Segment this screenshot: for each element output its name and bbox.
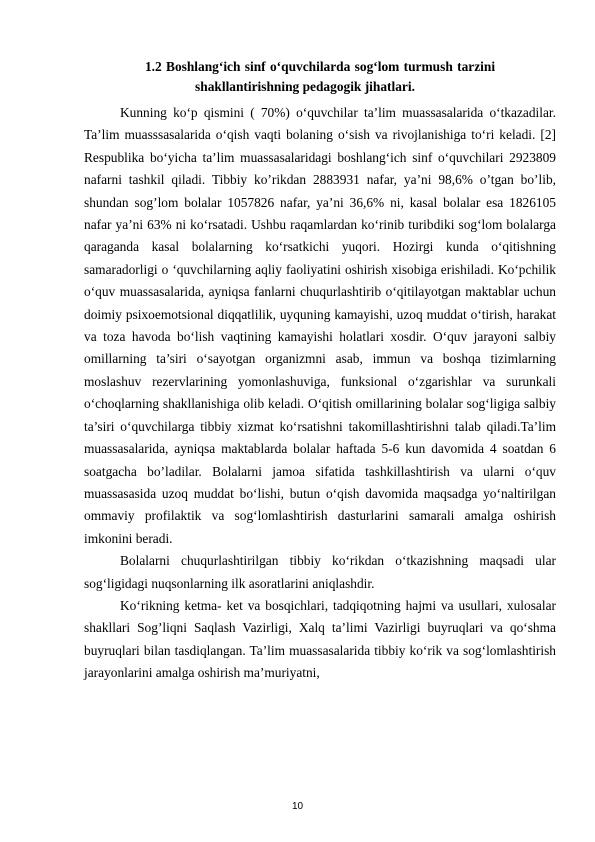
- section-heading-line-2: shakllantirishning pedagogik jihatlari.: [195, 79, 415, 94]
- page-number: 10: [291, 801, 304, 812]
- body-text: [84, 102, 556, 685]
- section-heading-line-1: 1.2 Boshlang‘ich sinf o‘quvchilarda sog‘lom turmush tarzini: [144, 59, 496, 74]
- paragraph-1: Kunning ko‘p qismini ( 70%) o‘quvchilar ta’lim muassasalarida o‘tkazadilar. Ta’lim muasssasalarida o‘qish vaqti bolaning o‘sish va rivojlanishiga to‘ri keladi. [2] Respublika bo‘yicha ta’lim muassasalaridagi boshlang‘ich sinf o‘quvchilari 2923809 nafarni tashkil qiladi. Tibbiy ko’rikdan 2883931 nafar, ya’ni 98,6% o’tgan bo’lib, shundan sog’lom bolalar 1057826 nafar, ya’ni 36,6% ni, kasal bolalar esa 1826105 nafar ya’ni 63% ni ko‘rsatadi. Ushbu raqamlardan ko‘rinib turibdiki sog‘lom bolalarga qaraganda kasal bolalarning ko‘rsatkichi yuqori. Hozirgi kunda o‘qitishning samaradorligi o ‘quvchilarning aqliy faoliyatini oshirish xisobiga erishiladi. Ko‘pchilik o‘quv muassasalarida, ayniqsa fanlarni chuqurlashtirib o‘qitilayotgan maktablar uchun doimiy psixoemotsional diqqatlilik, uyquning kamayishi, uzoq muddat o‘tirish, harakat va toza havoda bo‘lish vaqtining kamayishi holatlari xosdir. O‘quv jarayoni salbiy omillarning ta’siri o‘sayotgan organizmni asab, immun va boshqa tizimlarning moslashuv rezervlarining yomonlashuviga, funksional o‘zgarishlar va surunkali o‘choqlarning shakllanishiga olib keladi. O‘qitish omillarining bolalar sog‘ligiga salbiy ta’siri o‘quvchilarga tibbiy xizmat ko‘rsatishni takomillashtirishni talab qiladi.Ta’lim muassasalarida, ayniqsa maktablarda bolalar haftada 5-6 kun davomida 4 soatdan 6 soatgacha bo’ladilar. Bolalarni jamoa sifatida tashkillashtirish va ularni o‘quv muassasasida uzoq muddat bo‘lishi, butun o‘qish davomida maqsadga yo‘naltirilgan ommaviy profilaktik va sog‘lomlashtirish dasturlarini samarali amalga oshirish imkonini beradi.: [84, 105, 556, 546]
- paragraph-3: Ko‘rikning ketma- ket va bosqichlari, tadqiqotning hajmi va usullari, xulosalar shakllari Sog’liqni Saqlash Vazirligi, Xalq ta’limi Vazirligi buyruqlari va qo‘shma buyruqlari bilan tasdiqlangan. Ta’lim muassasalarida tibbiy ko‘rik va sog‘lomlashtirish jarayonlarini amalga oshirish ma’muriyatni,: [84, 597, 556, 681]
- section-heading: [84, 57, 556, 97]
- paragraph-2: Bolalarni chuqurlashtirilgan tibbiy ko‘rikdan o‘tkazishning maqsadi ular sog‘ligidagi nuqsonlarning ilk asoratlarini aniqlashdir.: [84, 553, 556, 591]
